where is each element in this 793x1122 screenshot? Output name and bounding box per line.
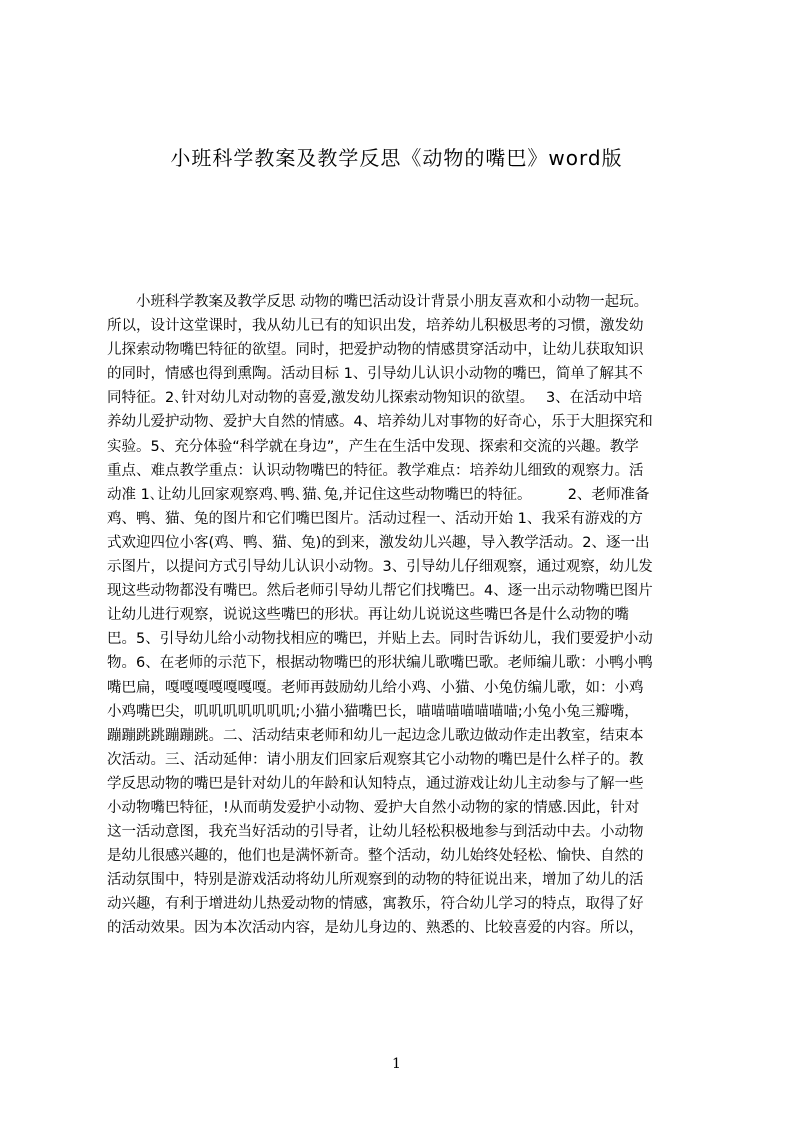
- body-text-line: 鸡、鸭、猫、兔的图片和它们嘴巴图片。活动过程一、活动开始 1、我采有游戏的方: [107, 510, 643, 527]
- body-text-line: 的同时，情感也得到熏陶。活动目标 1、引导幼儿认识小动物的嘴巴，简单了解其不: [107, 366, 643, 383]
- page-number: 1: [392, 1056, 401, 1072]
- body-text-line: 物。6、在老师的示范下，根据动物嘴巴的形状编儿歌嘴巴歌。老师编儿歌：小鸭小鸭: [107, 655, 653, 672]
- body-text-line: 巴。5、引导幼儿给小动物找相应的嘴巴，并贴上去。同时告诉幼儿，我们要爱护小动: [107, 631, 653, 648]
- body-text-line: 儿探索动物嘴巴特征的欲望。同时，把爱护动物的情感贯穿活动中，让幼儿获取知识: [107, 342, 644, 359]
- body-text-line: 实验。5、充分体验“科学就在身边”，产生在生活中发现、探索和交流的兴趣。教学: [107, 438, 639, 455]
- body-text-line: 是幼儿很感兴趣的，他们也是满怀新奇。整个活动，幼儿始终处轻松、愉快、自然的: [107, 848, 644, 865]
- body-text-line: 式欢迎四位小客(鸡、鸭、猫、兔)的到来，激发幼儿兴趣，导入教学活动。2、逐一出: [107, 534, 650, 551]
- body-text-line: 小班科学教案及教学反思 动物的嘴巴活动设计背景小朋友喜欢和小动物一起玩。: [107, 294, 649, 310]
- body-text-line: 活动氛围中，特别是游戏活动将幼儿所观察到的动物的特征说出来，增加了幼儿的活: [107, 872, 644, 889]
- body-text-line: 嘴巴扁，嘎嘎嘎嘎嘎嘎嘎。老师再鼓励幼儿给小鸡、小猫、小兔仿编儿歌，如：小鸡: [107, 679, 644, 696]
- document-body: [107, 290, 697, 1050]
- body-text-line: 现这些动物都没有嘴巴。然后老师引导幼儿帮它们找嘴巴。4、逐一出示动物嘴巴图片: [107, 583, 653, 600]
- body-text-line: 动准 1､让幼儿回家观察鸡､鸭､猫､兔,并记住这些动物嘴巴的特征。 2、老师准备: [107, 486, 650, 503]
- body-text-line: 养幼儿爱护动物、爱护大自然的情感。4、培养幼儿对事物的好奇心，乐于大胆探究和: [107, 414, 653, 431]
- body-text-line: 让幼儿进行观察，说说这些嘴巴的形状。再让幼儿说说这些嘴巴各是什么动物的嘴: [107, 607, 629, 624]
- body-text-line: 重点、难点教学重点：认识动物嘴巴的特征。教学难点：培养幼儿细致的观察力。活: [107, 462, 644, 479]
- body-text-line: 小鸡嘴巴尖，叽叽叽叽叽叽叽;小猫小猫嘴巴长，喵喵喵喵喵喵喵;小兔小兔三瓣嘴，: [107, 703, 639, 720]
- body-text-line: 示图片，以提问方式引导幼儿认识小动物。3、引导幼儿仔细观察，通过观察，幼儿发: [107, 559, 653, 576]
- body-text-line: 所以，设计这堂课时，我从幼儿已有的知识出发，培养幼儿积极思考的习惯，激发幼: [107, 318, 644, 335]
- body-text-line: 同特征。2､针对幼儿对动物的喜爱,激发幼儿探索动物知识的欲望。 3、在活动中培: [107, 390, 643, 407]
- body-text-line: 这一活动意图，我充当好活动的引导者，让幼儿轻松积极地参与到活动中去。小动物: [107, 824, 644, 841]
- body-text-line: 动兴趣，有利于增进幼儿热爱动物的情感，寓教乐，符合幼儿学习的特点，取得了好: [107, 896, 644, 913]
- body-text-line: 次活动。三、活动延伸：请小朋友们回家后观察其它小动物的嘴巴是什么样子的。教: [107, 751, 644, 768]
- document-title: 小班科学教案及教学反思《动物的嘴巴》word版: [170, 146, 623, 170]
- body-text-line: 蹦蹦跳跳蹦蹦跳。二、活动结束老师和幼儿一起边念儿歌边做动作走出教室，结束本: [107, 727, 644, 744]
- body-text-line: 学反思动物的嘴巴是针对幼儿的年龄和认知特点，通过游戏让幼儿主动参与了解一些: [107, 775, 644, 792]
- body-text-line: 小动物嘴巴特征，!从而萌发爱护小动物、爱护大自然小动物的家的情感.因此，针对: [107, 799, 640, 816]
- body-text-line: 的活动效果。因为本次活动内容，是幼儿身边的、熟悉的、比较喜爱的内容。所以，: [107, 920, 644, 937]
